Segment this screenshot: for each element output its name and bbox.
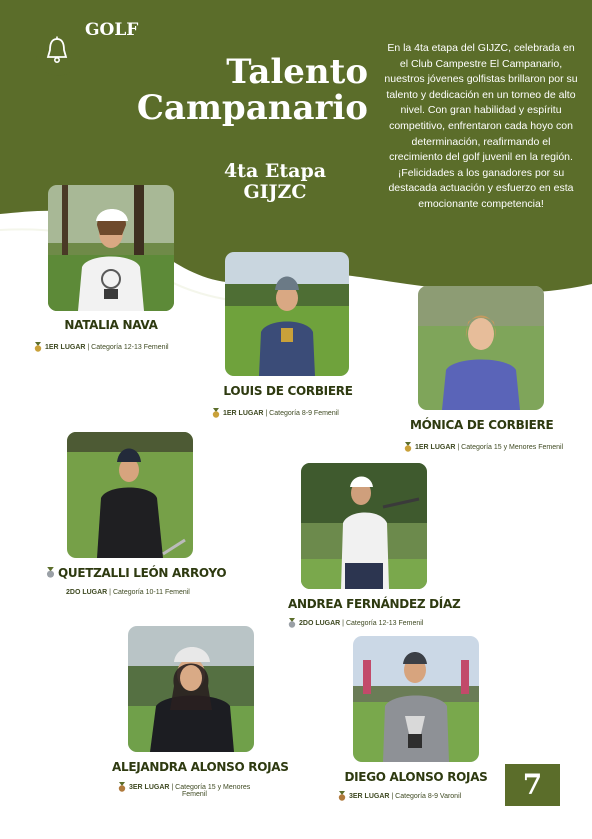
- placement-label: 1ER LUGAR: [223, 409, 264, 417]
- placement-label: 2DO LUGAR: [66, 589, 108, 596]
- placement-label: 3ER LUGAR: [349, 792, 390, 800]
- silver-medal-icon: [288, 618, 296, 628]
- player-photo: [48, 185, 174, 311]
- player-placement: 2DO LUGAR | Categoría 12-13 Femenil: [288, 618, 423, 628]
- stage-line-2: GIJZC: [243, 181, 307, 203]
- player-name: ANDREA FERNÁNDEZ DÍAZ: [288, 597, 461, 611]
- intro-paragraph: En la 4ta etapa del GIJZC, celebrada en el Club Campestre El Campanario, nuestros jóvenes golfistas brillaron por su talento y dedicación en un torneo de alto nivel. Con gran habilidad y espíritu competitivo, enfrentaron cada hoyo con determinación, reafirmando el crecimiento del golf juvenil en la región.: [384, 42, 578, 164]
- intro-paragraph: ¡Felicidades a los ganadores por su destacada actuación y esfuerzo en esta emocionante competencia!: [388, 166, 574, 210]
- category-label: Categoría 10-11 Femenil: [112, 589, 190, 596]
- player-name: QUETZALLI LEÓN ARROYO: [58, 566, 227, 580]
- player-placement: 3ER LUGAR | Categoría 15 y Menores: [118, 782, 250, 792]
- bronze-medal-icon: [118, 782, 126, 792]
- title-line-2: Campanario: [136, 88, 368, 128]
- player-photo: [301, 463, 427, 589]
- silver-medal-icon: [46, 567, 55, 578]
- gold-medal-icon: [404, 442, 412, 452]
- player-name: NATALIA NAVA: [64, 318, 158, 332]
- player-name: LOUIS DE CORBIERE: [223, 384, 353, 398]
- category-label: Categoría 8-9 Varonil: [395, 792, 462, 800]
- title-line-1: Talento: [226, 52, 368, 92]
- player-placement: 1ER LUGAR | Categoría 8-9 Femenil: [212, 408, 339, 418]
- player-placement: 1ER LUGAR | Categoría 15 y Menores Femenil: [404, 442, 563, 452]
- player-photo: [67, 432, 193, 558]
- section-label: GOLF: [85, 20, 139, 40]
- player-name: MÓNICA DE CORBIERE: [410, 418, 554, 432]
- player-photo: [225, 252, 349, 376]
- category-label: Categoría 15 y Menores Femenil: [461, 443, 564, 451]
- category-continuation: Femenil: [182, 791, 207, 798]
- category-label: Categoría 12-13 Femenil: [91, 343, 169, 351]
- player-placement: 1ER LUGAR | Categoría 12-13 Femenil: [34, 342, 169, 352]
- category-label: Categoría 8-9 Femenil: [269, 409, 339, 417]
- gold-medal-icon: [212, 408, 220, 418]
- player-placement: 2DO LUGAR | Categoría 10-11 Femenil: [66, 589, 190, 596]
- intro-text: [384, 41, 578, 213]
- placement-label: 1ER LUGAR: [415, 443, 456, 451]
- category-label: Categoría 12-13 Femenil: [345, 619, 424, 627]
- player-photo: [128, 626, 254, 752]
- category-label: Categoría 15 y Menores: [175, 783, 251, 791]
- bronze-medal-icon: [338, 791, 346, 801]
- page-title: [132, 54, 368, 126]
- gold-medal-icon: [34, 342, 42, 352]
- player-name: DIEGO ALONSO ROJAS: [344, 770, 488, 784]
- stage-title: [212, 161, 338, 203]
- page-number: 7: [505, 764, 560, 806]
- player-photo: [418, 286, 544, 410]
- player-placement: 3ER LUGAR | Categoría 8-9 Varonil: [338, 791, 461, 801]
- placement-label: 2DO LUGAR: [299, 619, 341, 627]
- placement-label: 3ER LUGAR: [129, 783, 170, 791]
- player-name: ALEJANDRA ALONSO ROJAS: [112, 760, 289, 774]
- placement-label: 1ER LUGAR: [45, 343, 86, 351]
- stage-line-1: 4ta Etapa: [223, 160, 327, 182]
- bell-icon: [44, 36, 70, 66]
- player-photo: [353, 636, 479, 762]
